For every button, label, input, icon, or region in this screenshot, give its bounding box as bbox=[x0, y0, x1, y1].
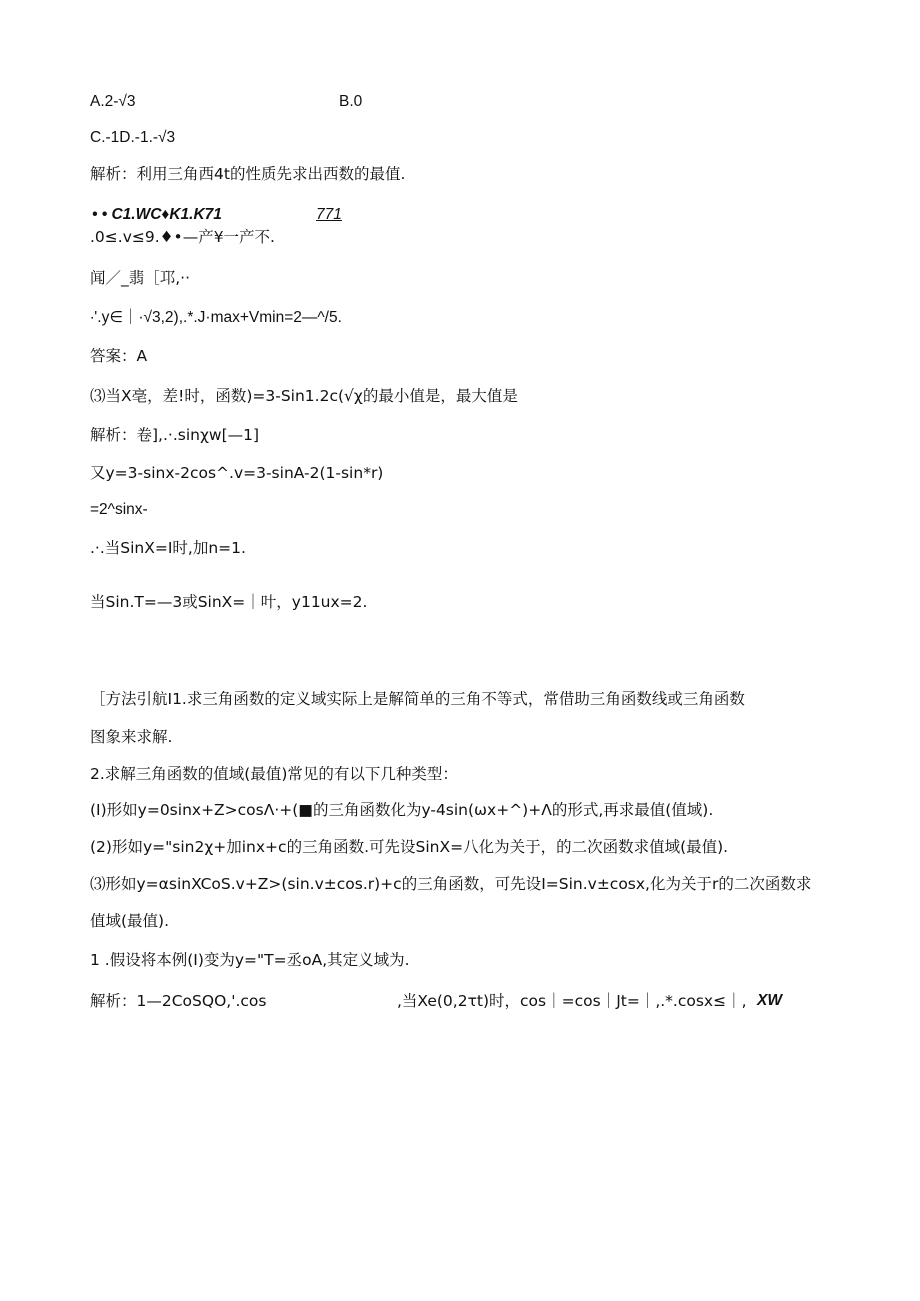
garbled-formula-line: • • C1.WC♦K1.K71 bbox=[92, 206, 222, 223]
garbled-text-line: 闻／_翡［邛,·· bbox=[90, 269, 191, 287]
equation-line: 又y=3-sinx-2cos^.v=3-sinA-2(1-sin*r) bbox=[90, 464, 384, 482]
exercise-1-line: 1 .假设将本例(I)变为y="T=丞oA,其定义域为. bbox=[90, 951, 410, 969]
method-type-3-continued: 值域(最值). bbox=[90, 912, 170, 930]
analysis-line: 解析：利用三角西4t的性质先求出西数的最值. bbox=[90, 165, 406, 183]
method-guide-continued: 图象来求解. bbox=[90, 728, 173, 746]
exercise-analysis-end: XW bbox=[757, 992, 782, 1009]
method-type-1: (I)形如y=0sinx+Z>cosΛ·+(■的三角函数化为y-4sin(ωx+^)+Λ的形式,再求最值(值域). bbox=[90, 801, 714, 819]
analysis-sinx-line: 解析：卷],.·.sinχw[—1] bbox=[90, 426, 260, 444]
maximum-value-line: 当Sin.T=—3或SinX=｜叶，y11ux=2. bbox=[90, 593, 368, 611]
exercise-analysis-continued: ,当Xe(0,2τt)时，cos｜=cos｜Jt=｜,.*.cosx≤｜, bbox=[397, 992, 747, 1010]
inequality-line: .0≤.v≤9.♦•—产¥一产不. bbox=[90, 228, 275, 246]
exercise-analysis-line: 解析：1—2CoSQO,'.cos bbox=[90, 992, 267, 1010]
minimum-value-line: .·.当SinX=I时,加n=1. bbox=[90, 539, 246, 557]
answer-option-a: A.2-√3 bbox=[90, 93, 136, 110]
answer-line: 答案：A bbox=[90, 347, 148, 365]
equation-continued-line: =2^sinx- bbox=[90, 501, 148, 518]
method-guide-line: ［方法引航I1.求三角函数的定义域实际上是解简单的三角不等式，常借助三角函数线或三角函数 bbox=[90, 690, 745, 708]
method-type-2: (2)形如y="sin2χ+加inx+c的三角函数.可先设SinX=八化为关于，的二次函数求值域(最值). bbox=[90, 838, 729, 856]
method-type-3: ⑶形如y=αsinXCoS.v+Z>(sin.v±cos.r)+c的三角函数，可先设I=Sin.v±cosx,化为关于r的二次函数求 bbox=[90, 875, 812, 893]
answer-option-c-d: C.-1D.-1.-√3 bbox=[90, 129, 176, 146]
question-3-line: ⑶当X亳，差!时，函数)=3-Sin1.2c(√χ的最小值是，最大值是 bbox=[90, 387, 518, 405]
method-point-2: 2.求解三角函数的值域(最值)常见的有以下几种类型： bbox=[90, 765, 458, 783]
answer-option-b: B.0 bbox=[339, 93, 363, 110]
garbled-formula-underlined: 771 bbox=[316, 206, 342, 223]
result-range-line: ∙'.y∈｜·√3,2),.*.J·max+Vmin=2—^/5. bbox=[90, 309, 342, 326]
